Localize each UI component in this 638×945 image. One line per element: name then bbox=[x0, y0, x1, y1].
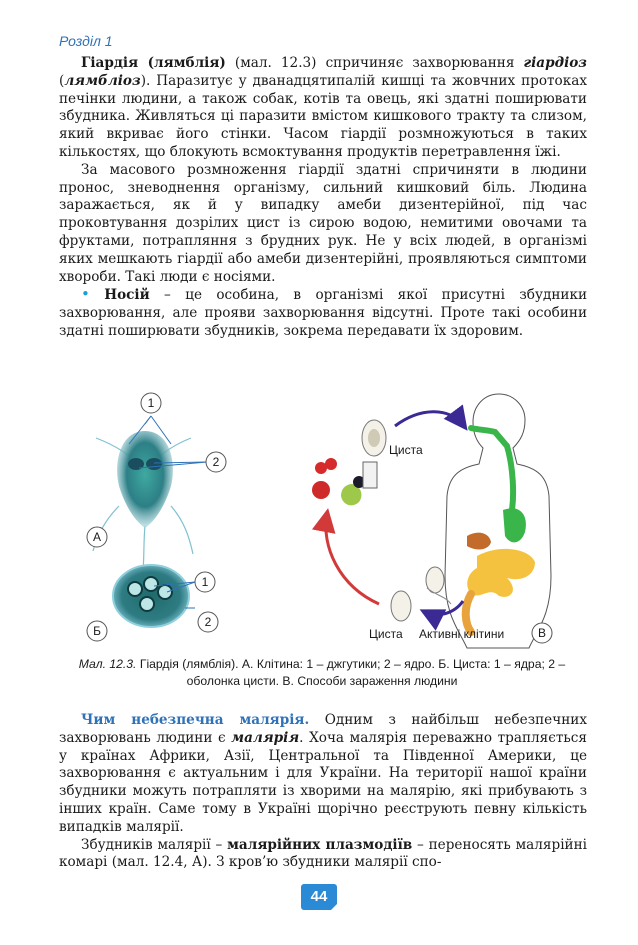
arrow-transmission bbox=[326, 514, 379, 604]
text: – переносять малярійні комарі (мал. 12.4, А). З кров’ю збудники малярії спо- bbox=[59, 836, 588, 871]
label-cyst-top: Циста bbox=[389, 443, 423, 457]
human-silhouette bbox=[445, 394, 551, 648]
label-flagella: 1 bbox=[147, 396, 155, 410]
fruits-water-icon bbox=[312, 458, 377, 505]
text: (мал. 12.3) спричиняє захворювання bbox=[225, 55, 524, 71]
term-carrier: Носій bbox=[104, 287, 150, 304]
term-malaria: малярія bbox=[231, 729, 300, 746]
text: Гіардія (лямблія). А. Клітина: 1 – джгутики; 2 – ядро. Б. Циста: 1 – ядра; 2 – оболонка цисти. В. Способи зараження людини bbox=[136, 657, 566, 688]
text: ). Паразитує у дванадцятипалій кишці та жовчних протоках печінки людини, а також собак, котів та овець, які здатні поширювати збудника. Живляться ці паразити вмістом кишкового тракту та слизом, який вкриває його стінки. Часом гіардії розмножуються в таких кількостях, що блокують всмоктування продуктів перетравлення їжі. bbox=[59, 72, 587, 160]
figure-illustration bbox=[59, 386, 587, 656]
term-plasmodium: малярійних плазмодіїв bbox=[227, 836, 413, 853]
label-cyst-shell: 2 bbox=[204, 615, 212, 629]
text: Збудників малярії – bbox=[81, 836, 228, 853]
paragraph-plasmodium bbox=[59, 837, 587, 873]
text: Одним з найбільш небезпечних захворювань людини є bbox=[59, 712, 587, 746]
figure-caption bbox=[66, 656, 578, 689]
paragraph-carrier bbox=[59, 286, 587, 340]
heading-malaria: Чим небезпечна малярія. bbox=[81, 712, 310, 728]
label-nucleus: 2 bbox=[212, 455, 220, 469]
term-lambliasis: лямбліоз bbox=[64, 72, 141, 89]
bullet-icon: • bbox=[81, 285, 90, 304]
text: . Хоча малярія переважно трапляється у країнах Африки, Азії, Центральної та Південної Америки, це захворювання є актуальним і для України. На території нашої країни збудники можуть потрапляти із хворими на малярію, які прибувають з інших країн. Саме тому в Україні щорічно реєструють певну кількість випадків малярії. bbox=[59, 729, 587, 835]
arrow-ingestion bbox=[395, 412, 464, 426]
term-giardiasis: гіардіоз bbox=[523, 55, 587, 71]
label-cyst-bottom: Циста bbox=[369, 627, 403, 641]
term-giardia: Гіардія (лямблія) bbox=[81, 55, 226, 71]
label-a: А bbox=[92, 530, 102, 544]
label-v: В bbox=[537, 626, 547, 640]
label-b: Б bbox=[93, 624, 101, 638]
text: ( bbox=[59, 72, 65, 89]
text-block-bottom bbox=[59, 712, 587, 872]
text: – це особина, в організмі якої присутні збудники захворювання, але прояви захворювання відсутні. Проте такі особини здатні поширювати збудників, зокрема передавати їх здоровим. bbox=[59, 287, 588, 339]
giardia-cyst bbox=[113, 565, 189, 627]
figure-giardia bbox=[59, 386, 587, 656]
paragraph-malaria bbox=[59, 712, 587, 837]
page-number: 44 bbox=[301, 884, 337, 910]
label-active-cells: Активні клітини bbox=[419, 627, 505, 641]
caption-ref: Мал. 12.3. bbox=[78, 657, 137, 671]
paragraph-symptoms: За масового розмноження гіардії здатні спричиняти в людини пронос, зневоднення організму, сильний кишковий біль. Людина заражається, як й у випадку амеби дизентерійної, під час проковтування дозрілих цист із сирою водою, немитими овочами та фруктами, потрапляння з брудних рук. Не у всіх людей, в організмі яких мешкають гіардії або амеби дизентерійні, проявляються симптоми хвороби. Такі люди є носіями. bbox=[59, 161, 587, 285]
text-block-top bbox=[59, 55, 587, 341]
section-label: Розділ 1 bbox=[59, 33, 113, 49]
label-nuclei: 1 bbox=[201, 575, 209, 589]
paragraph-giardia bbox=[59, 55, 587, 162]
